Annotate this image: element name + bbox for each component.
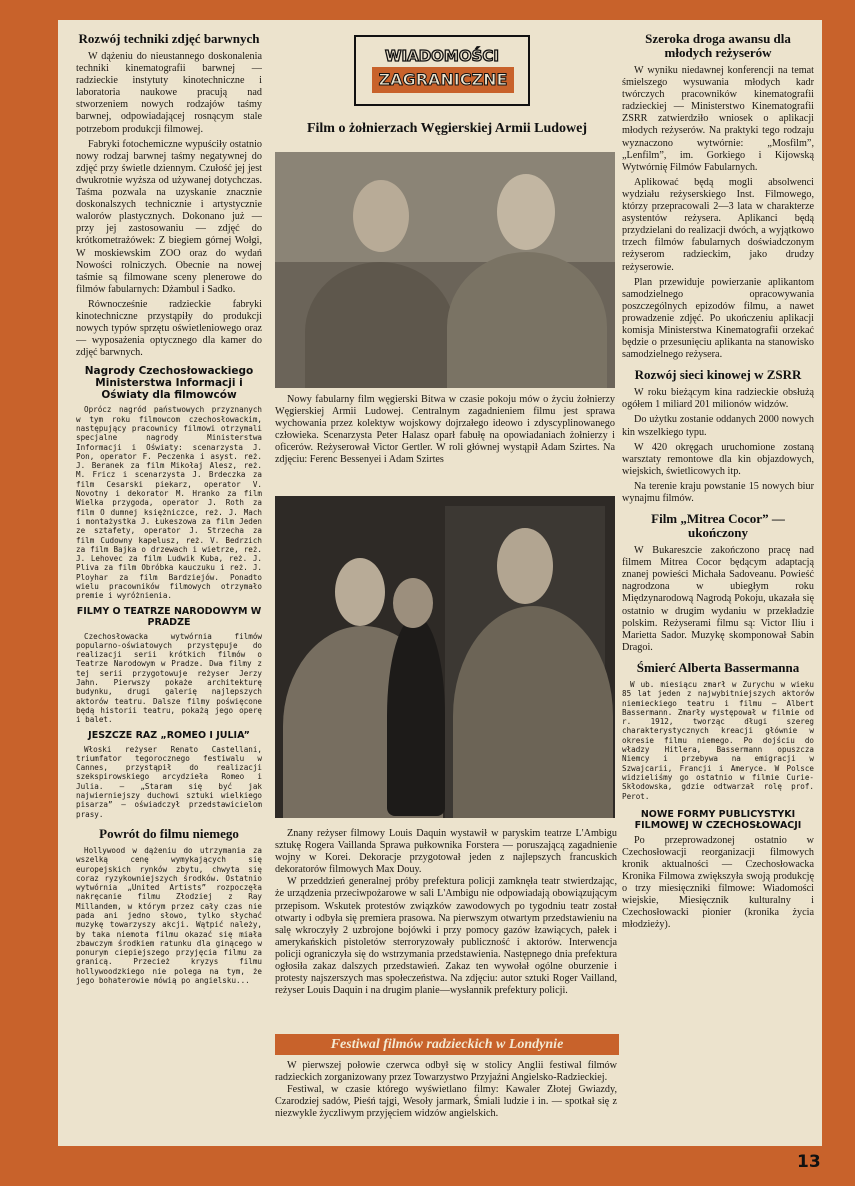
headline-color-film-technique: Rozwój techniki zdjęć barwnych [78, 31, 260, 46]
officer-body [387, 616, 445, 816]
page-number: 13 [797, 1152, 821, 1172]
soldier-right-body [447, 252, 607, 388]
paragraph: Włoski reżyser Renato Castellani, triumfator tegorocznego festiwalu w Cannes, przystąpił do realizacji szekspirowskiego arcydzieła Romeo i Julia. — „Staram się być jak najwierniejszy duchowi sztuki wielkiego pisarza” — oświadczył przedstawicielom prasy. [76, 744, 262, 819]
headline-czech-awards: Nagrody Czechosłowackiego Ministerstwa Informacji i Oświaty dla filmowców [84, 365, 254, 402]
paragraph: W Bukareszcie zakończono pracę nad filmem Mitrea Cocor będącym adaptacją znanej powieści Michała Sadoveanu. Powieść nagrodzona w ubiegłym roku Międzynarodową Nagrodą Pokoju, ukazała się ostatnio w drugim wydaniu w przekładzie polskim. Reżyserami filmu są: Victor Iliu i Marietta Sador. Muzykę skomponował Sabin Dragoi. [622, 545, 814, 653]
photo-hungarian-film [275, 152, 615, 388]
man-right-head [497, 528, 553, 604]
caption-text: Nowy fabularny film węgierski Bitwa w czasie pokoju mów o życiu żołnierzy Węgierskiej Armii Ludowej. Centralnym zagadnieniem filmu jest sprawa wychowania przez kolektyw wojskowy dojrzałego ideowo i zdyscyplinowanego człowieka. Scenarzysta Peter Halasz oparł fabułę na opowiadaniach żołnierzy i oficerów. Reżyserował Victor Gertler. W roli głównej wystąpił Adam Szirtes. Na zdjęciu: Ferenc Bessenyei i Adam Szirtes [275, 394, 615, 466]
headline-national-theatre: FILMY O TEATRZE NARODOWYM W PRADZE [76, 605, 262, 628]
paragraph: W wyniku niedawnej konferencji na temat śmielszego wysuwania młodych kadr twórczych pracowników kinematografii radzieckiej — Ministerstwo Kinematografii ZSRR zatwierdziło wniosek o aplikacji młodych reżyserów. Na praktyki tego rodzaju wyznaczono wytwórnie: „Mosfilm”, „Lenfilm”, im. Gorkiego i Kijowską Wytwórnię Filmów Fabularnych. [622, 65, 814, 173]
section-logo [354, 35, 530, 106]
romeo-juliet-body [76, 745, 262, 819]
paper-sheet [58, 20, 822, 1146]
soldier-left-head [353, 180, 409, 252]
photo-background-wall [275, 152, 615, 262]
bassermann-body [622, 680, 814, 801]
silent-film-body [76, 846, 262, 985]
caption-text: Znany reżyser filmowy Louis Daquin wystawił w paryskim teatrze L'Ambigu sztukę Rogera Vaillanda Sprawa pułkownika Forstera — poruszającą zagadnienie wojny w Korei. Dekoracje przygotował jeden z najlepszych francuskich dekoratorów filmowych Max Douy. [275, 828, 617, 876]
headline-mitrea-cocor: Film „Mitrea Cocor” — ukończony [651, 511, 785, 541]
headline-newsreels: NOWE FORMY PUBLICYSTYKI FILMOWEJ W CZECHOSŁOWACJI [634, 808, 802, 831]
paragraph: Hollywood w dążeniu do utrzymania za wszelką cenę wymykających się europejskich rynków zbytu, chwyta się coraz ryzykowniejszych środków. Ostatnio wytwórnia „United Artists” rozpoczęła nakręcanie filmu Złodziej z Ray Millandem, w którym przez cały czas nie pada ani jedno słowo, tylko słychać muzykę towarzyszy akcji. Wątpić należy, by taka niemota filmu okazać się miała zbawczym środkiem ratunku dla ginącego w ponurym ciepiejszego przyjęcia filmu za granicą. Przecież kryzys filmu hollywoodzkiego nie polega na tym, że jego bohaterowie mówią po angielsku... [76, 845, 262, 986]
soldier-left-body [305, 262, 455, 388]
man-right-coat [453, 606, 613, 818]
festival-banner: Festiwal filmów radzieckich w Londynie [275, 1034, 619, 1055]
headline-cinema-network: Rozwój sieci kinowej w ZSRR [634, 367, 802, 383]
festival-body [275, 1060, 617, 1120]
paragraph: Fabryki fotochemiczne wypuściły ostatnio nowy rodzaj barwnej taśmy negatywnej do zdjęć przy świetle dziennym. Czułość jej jest dwukrotnie wyższa od używanej dotychczas. Taśma pozwala na uzyskanie znacznie doskonalszych technicznie i artystycznie walorów plastycznych. Dokonano już — przy jej zastosowaniu — zdjęć do krótkometrażówek: Z biegiem górnej Wołgi, W moskiewskim ZOO oraz do wydań Nowości rolniczych. Obecnie na nowej taśmie są filmowane sceny plenerowe do filmów fabularnych: Dżambul i Sadko. [76, 138, 262, 295]
headline-young-directors: Szeroka droga awansu dla młodych reżyserów [645, 31, 791, 60]
national-theatre-body [76, 632, 262, 725]
paragraph: W pierwszej połowie czerwca odbył się w stolicy Anglii festiwal filmów radzieckich zorganizowany przez Towarzystwo Przyjaźni Angielsko-Radzieckiej. [275, 1060, 617, 1084]
left-column [76, 28, 262, 1138]
caption-hungarian-film [275, 394, 615, 467]
caption-daquin [275, 828, 617, 997]
soldier-right-head [497, 174, 555, 250]
paragraph: W 420 okręgach uruchomione zostaną warsztaty remontowe dla kin objazdowych, wiejskich, świetlicowych itp. [622, 441, 814, 477]
paragraph: W roku bieżącym kina radzieckie obsłużą ogółem 1 miliard 201 milionów widzów. [622, 387, 814, 411]
man-left-head [335, 558, 385, 626]
paragraph: Czechosłowacka wytwórnia filmów popularno-oświatowych przystępuje do realizacji serii krótkich filmów o Teatrze Narodowym w Pradze. Dwa filmy z tej serii przygotowuje reżyser Jerzy Jahn. Pierwszy pokaże architekturę budynku, drugi galerię najlepszych aktorów teatru. Dalsze filmy poświęcone będą historii teatru, pokażą jego operę i balet. [76, 631, 262, 725]
headline-bassermann: Śmierć Alberta Bassermanna [636, 659, 800, 675]
paragraph: Do użytku zostanie oddanych 2000 nowych kin wszelkiego typu. [622, 414, 814, 438]
logo-line-1: WIADOMOŚCI [384, 47, 499, 65]
logo-line-2: ZAGRANICZNE [372, 67, 514, 93]
paragraph: W dążeniu do nieustannego doskonalenia techniki kinematografii barwnej — radzieckie instytuty kinotechniczne i laboratoria naukowe pracują nad stworzeniem nowych rodzajów taśmy barwnej, odpowiadającej rosnącym stale potrzebom produkcji filmowej. [76, 51, 262, 135]
paragraph: Oprócz nagród państwowych przyznanych w tym roku filmowcom czechosłowackim, następujący pracownicy filmowi otrzymali specjalne nagrody Ministerstwa Informacji i Oświaty: scenarzysta J. Pon, operator F. Peczenka i asyst. reż. J. Beranek za film Mikołaj Alesz, reż. M. Fricz i scenarzysta J. Brdeczka za film Cesarski piekarz, operator V. Novotny i dekorator M. Hranko za film Wielka przygoda, operator J. Roth za film O dumnej księżniczce, reż. J. Mach i montażystka J. Łukeszowa za film Jeden ze sztafety, operator J. Strzecha za film Cudowny kapelusz, reż. V. Bedrzich za film Bajka o drzewach i wietrze, reż. J. Lehovec za film Ludwik Kuba, reż. J. Pliva za film Obróbka kauczuku i reż. J. Ployhar za film Bardziejów. Ponadto wielu pracowników filmowych otrzymało premie i wyróżnienia. [76, 405, 262, 601]
paragraph: Po przeprowadzonej ostatnio w Czechosłowacji reorganizacji filmowych kronik aktualności — Czechosłowacka Kronika Filmowa zwiększyła swoją produkcję o trzy miesięczniki filmowe: Wiadomości wiejskie, Miesięcznik kulturalny i Czechosłowacki pionier (kronika życia młodzieży). [622, 834, 814, 931]
caption-text: W przeddzień generalnej próby prefektura policji zamknęła teatr stwierdzając, że urządzenia przeciwpożarowe w sali L'Ambigu nie odpowiadają obowiązującym przepisom. Wskutek protestów związków zawodowych po tygodniu teatr został otwarty i odbyła się premiera prasowa. Na pierwszym otwartym przedstawieniu na salę wkroczyły 2 uzbrojone bojówki i przy pomocy gazów łzawiących, pałek i amerykańskich pistoletów sterroryzowały publiczność i aktorów. Interwencja policji ograniczyła się do wstrzymania przedstawienia. Następnego dnia prefektura ogłosiła zakaz dalszych przedstawień. Zakaz ten wywołał ogólne oburzenie i protesty najszerszych mas społeczeństwa. Na zdjęciu: autor sztuki Roger Vailland, reżyser Louis Daquin i na drugim planie—wysłannik prefektury policji. [275, 876, 617, 997]
paragraph: Festiwal, w czasie którego wyświetlano filmy: Kawaler Złotej Gwiazdy, Czarodziej sadów, Pieśń tajgi, Wesoły jarmark, Śmiali ludzie i in. — spotkał się z niezwykle życzliwym przyjęciem widzów angielskich. [275, 1084, 617, 1120]
officer-head [393, 578, 433, 628]
paragraph: Równocześnie radzieckie fabryki kinotechniczne przystąpiły do produkcji nowych typów sprzętu oświetleniowego oraz — wyposażenia optycznego dla kamer do zdjęć barwnych. [76, 298, 262, 359]
headline-romeo-juliet: JESZCZE RAZ „ROMEO I JULIA” [88, 729, 250, 741]
photo-daquin-vailland [275, 496, 615, 818]
czech-awards-body [76, 405, 262, 600]
main-headline: Film o żołnierzach Węgierskiej Armii Ludowej [306, 121, 588, 136]
right-column [622, 28, 814, 1138]
paragraph: Na terenie kraju powstanie 15 nowych biur wynajmu filmów. [622, 480, 814, 504]
paragraph: Plan przewiduje powierzanie aplikantom samodzielnego opracowywania poszczególnych epizodów filmu, a nawet prowadzenie zdjęć. Po ukończeniu aplikacji komisja Ministerstwa Kinematografii orzekać będzie o przesunięciu aplikanta na stanowisko samodzielnego reżysera. [622, 276, 814, 361]
paragraph: Aplikować będą mogli absolwenci wydziału reżyserskiego Inst. Filmowego, którzy przepracowali 2—3 lata w charakterze asystentów reżysera. Aplikanci będą przydzielani do realizacji dwóch, a wyjątkowo trzech filmów fabularnych doświadczonym reżyserom radzieckim, jako drudzy reżyserowie. [622, 176, 814, 273]
headline-silent-film: Powrót do filmu niemego [99, 825, 239, 841]
paragraph: W ub. miesiącu zmarł w Zurychu w wieku 85 lat jeden z najwybitniejszych aktorów niemieckiego teatru i filmu — Albert Bassermann. Zmarły występował w filmie od r. 1912, tworząc długi szereg charakterystycznych kreacji głównie w okresie filmu niemego. Po dojściu do władzy Hitlera, Bassermann opuszcza Niemcy i przebywa na emigracji w Szwajcarii, Francji i Ameryce. W Polsce widzieliśmy go ostatnio w filmie Curie-Skłodowska, gdzie odtwarzał rolę prof. Perot. [622, 679, 814, 801]
